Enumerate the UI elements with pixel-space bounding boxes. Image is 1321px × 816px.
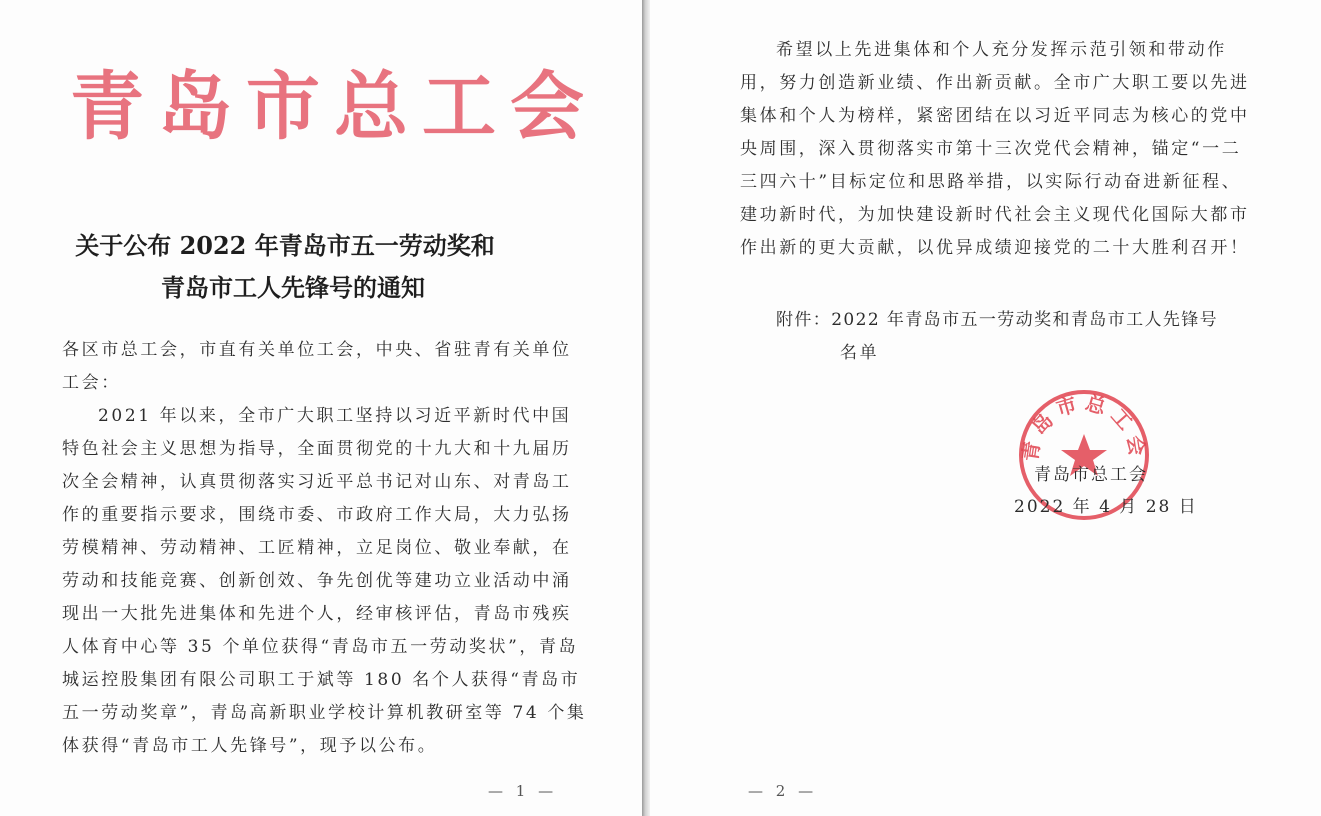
body-line: 央周围，深入贯彻落实市第十三次党代会精神，锚定“一二 bbox=[740, 139, 1242, 159]
page-fold bbox=[642, 0, 650, 816]
signature-organization: 青岛市总工会 bbox=[1034, 465, 1148, 485]
body-line: 现出一大批先进集体和先进个人，经审核评估，青岛市残疾 bbox=[62, 604, 572, 624]
attachment-line: 附件：2022 年青岛市五一劳动奖和青岛市工人先锋号 bbox=[776, 310, 1219, 330]
body-line: 集体和个人为榜样，紧密团结在以习近平同志为核心的党中 bbox=[740, 106, 1250, 126]
page-number: — 1 — bbox=[488, 782, 558, 800]
document-header: 青岛市总工会 bbox=[70, 64, 598, 150]
body-line: 2021 年以来，全市广大职工坚持以习近平新时代中国 bbox=[98, 406, 572, 426]
body-line: 作的重要指示要求，围绕市委、市政府工作大局，大力弘扬 bbox=[62, 505, 572, 525]
salutation-line: 各区市总工会，市直有关单位工会，中央、省驻青有关单位 bbox=[62, 340, 572, 360]
page-left bbox=[0, 0, 642, 816]
document-title-line-1: 关于公布 2022 年青岛市五一劳动奖和 bbox=[75, 231, 495, 260]
body-line: 城运控股集团有限公司职工于斌等 180 名个人获得“青岛市 bbox=[62, 670, 581, 690]
body-line: 劳动和技能竞赛、创新创效、争先创优等建功立业活动中涌 bbox=[62, 571, 572, 591]
salutation-line: 工会： bbox=[62, 373, 121, 393]
body-line: 体获得“青岛市工人先锋号”，现予以公布。 bbox=[62, 736, 438, 756]
body-line: 五一劳动奖章”，青岛高新职业学校计算机教研室等 74 个集 bbox=[62, 703, 587, 723]
document-title-line-2: 青岛市工人先锋号的通知 bbox=[161, 273, 425, 302]
body-line: 特色社会主义思想为指导，全面贯彻党的十九大和十九届历 bbox=[62, 439, 572, 459]
page-number: — 2 — bbox=[748, 782, 818, 800]
body-line: 劳模精神、劳动精神、工匠精神，立足岗位、敬业奉献，在 bbox=[62, 538, 572, 558]
body-line: 作出新的更大贡献，以优异成绩迎接党的二十大胜利召开！ bbox=[740, 238, 1250, 258]
body-line: 希望以上先进集体和个人充分发挥示范引领和带动作 bbox=[776, 40, 1227, 60]
body-line: 用，努力创造新业绩、作出新贡献。全市广大职工要以先进 bbox=[740, 73, 1250, 93]
body-line: 三四六十”目标定位和思路举措，以实际行动奋进新征程、 bbox=[740, 172, 1242, 192]
body-line: 人体育中心等 35 个单位获得“青岛市五一劳动奖状”，青岛 bbox=[62, 637, 579, 657]
body-line: 次全会精神，认真贯彻落实习近平总书记对山东、对青岛工 bbox=[62, 472, 572, 492]
svg-text:青岛市总工会: 青岛市总工会 bbox=[1017, 390, 1151, 464]
body-line: 建功新时代，为加快建设新时代社会主义现代化国际大都市 bbox=[740, 205, 1250, 225]
page-right bbox=[650, 0, 1321, 816]
attachment-line: 名单 bbox=[840, 343, 880, 363]
signature-date: 2022 年 4 月 28 日 bbox=[1014, 497, 1198, 517]
